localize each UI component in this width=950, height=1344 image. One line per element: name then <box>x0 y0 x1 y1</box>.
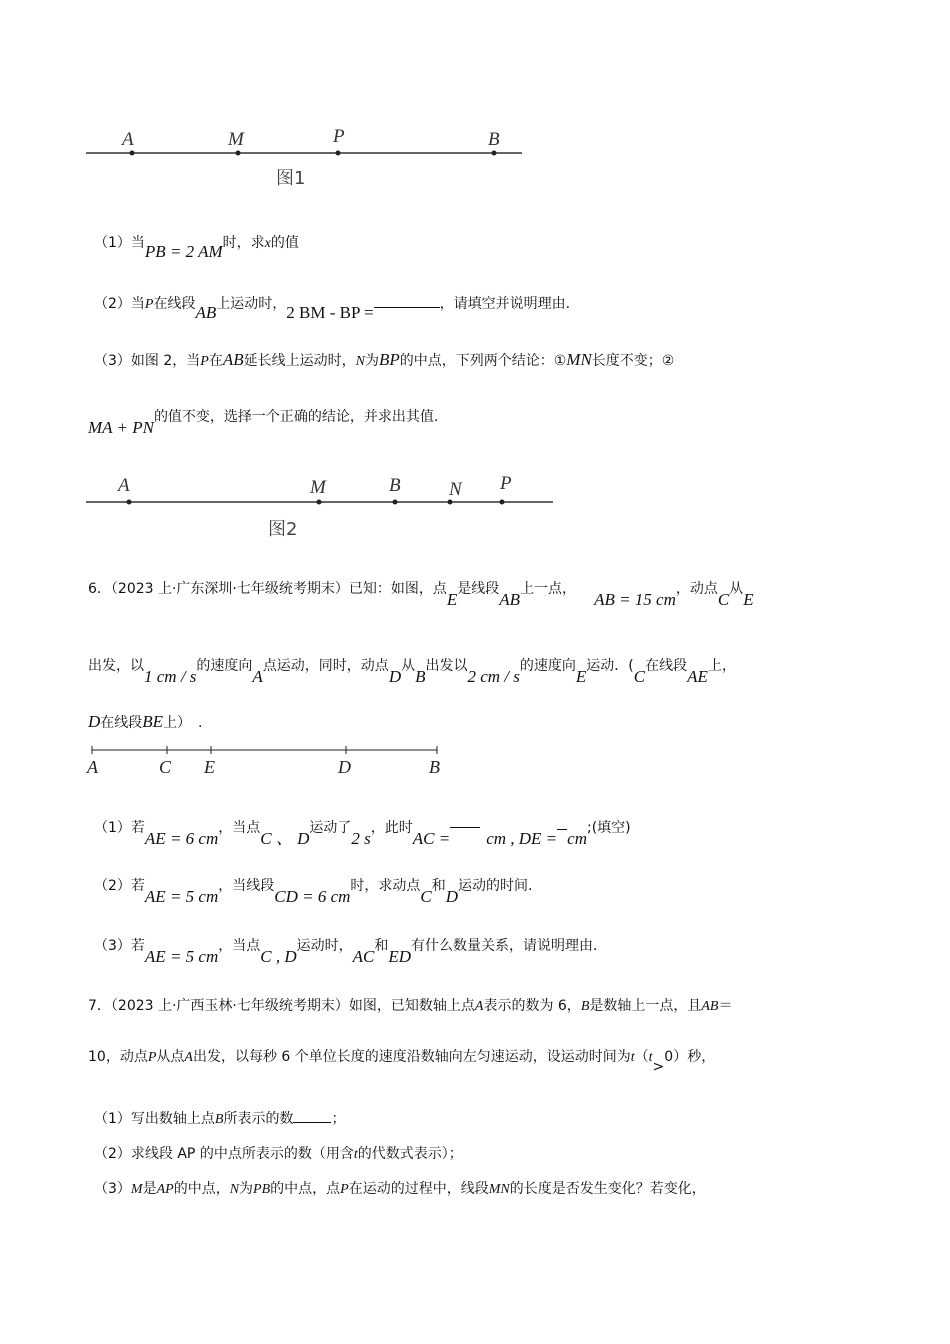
fig2-label-a: A <box>118 475 130 496</box>
fig2-caption: 图2 <box>268 519 298 540</box>
q5-part3: （3）如图 2，当P在AB延长线上运动时，N为BP的中点，下列两个结论：①MN长度不变；② <box>94 350 675 369</box>
fig2-label-n: N <box>449 479 462 500</box>
q6-fig-label-a: A <box>87 757 98 777</box>
fig1-label-m: M <box>228 129 244 150</box>
fig1-point-p <box>336 151 341 156</box>
figure-1 <box>86 122 526 192</box>
q6-figure <box>86 740 446 784</box>
q7-line2: 10，动点P从点A出发，以每秒 6 个单位长度的速度沿数轴向左匀速运动，设运动时间为t（t>0）秒， <box>88 1049 716 1075</box>
fig2-label-p: P <box>500 473 512 494</box>
q6-fig-label-d: D <box>338 757 351 777</box>
q6-line3: D在线段BE上） . <box>88 712 203 731</box>
fig2-point-m <box>317 500 322 505</box>
q6-fig-label-c: C <box>159 757 172 777</box>
fig2-point-n <box>448 500 453 505</box>
fig1-point-a <box>130 151 135 156</box>
fig2-label-b: B <box>389 475 401 496</box>
fig1-label-b: B <box>488 129 500 150</box>
fig1-label-a: A <box>122 129 134 150</box>
fig2-point-p <box>500 500 505 505</box>
fig2-point-a <box>127 500 132 505</box>
q5-part2: （2）当P在线段AB上运动时，2 BM - BP = ，请填空并说明理由. <box>94 296 571 322</box>
q6-part1: （1）若AE = 6 cm，当点C 、 D运动了2 s，此时AC = cm , DE = cm;(填空) <box>94 820 631 848</box>
q7-part1: （1）写出数轴上点B所表示的数 ； <box>94 1111 346 1127</box>
fig2-label-m: M <box>310 477 326 498</box>
fig1-label-p: P <box>333 126 345 147</box>
q5-part1: （1）当PB = 2 AM时，求x的值 <box>94 235 299 261</box>
q7-line1: 7．（2023 上·广西玉林·七年级统考期末）如图，已知数轴上点A表示的数为 6，B是数轴上一点，且AB＝ <box>88 998 733 1014</box>
q7-part3: （3）M是AP的中点，N为PB的中点，点P在运动的过程中，线段MN的长度是否发生变化？若变化， <box>94 1181 706 1197</box>
q6-fig-label-e: E <box>204 757 215 777</box>
q5-part3-cont: MA + PN的值不变，选择一个正确的结论，并求出其值. <box>88 409 439 437</box>
q6-part3: （3）若AE = 5 cm，当点C , D运动时，AC和ED有什么数量关系，请说明理由． <box>94 938 608 966</box>
fig1-caption: 图1 <box>276 168 306 189</box>
fig2-point-b <box>393 500 398 505</box>
q7-part2: （2）求线段 AP 的中点所表示的数（用含t的代数式表示）； <box>94 1146 463 1162</box>
fig1-point-b <box>492 151 497 156</box>
q6-fig-label-b: B <box>429 757 440 777</box>
fig1-point-m <box>236 151 241 156</box>
q6-line1: 6．（2023 上·广东深圳·七年级统考期末）已知：如图，点E是线段AB上一点，AB = 15 cm，动点C从E <box>88 581 754 609</box>
q6-line2: 出发，以1 cm / s的速度向A点运动，同时，动点D从B出发以2 cm / s的速度向E运动．(C在线段AE上， <box>88 658 736 686</box>
q6-part2: （2）若AE = 5 cm，当线段CD = 6 cm时，求动点C和D运动的时间. <box>94 878 533 906</box>
figure-2 <box>86 472 556 542</box>
